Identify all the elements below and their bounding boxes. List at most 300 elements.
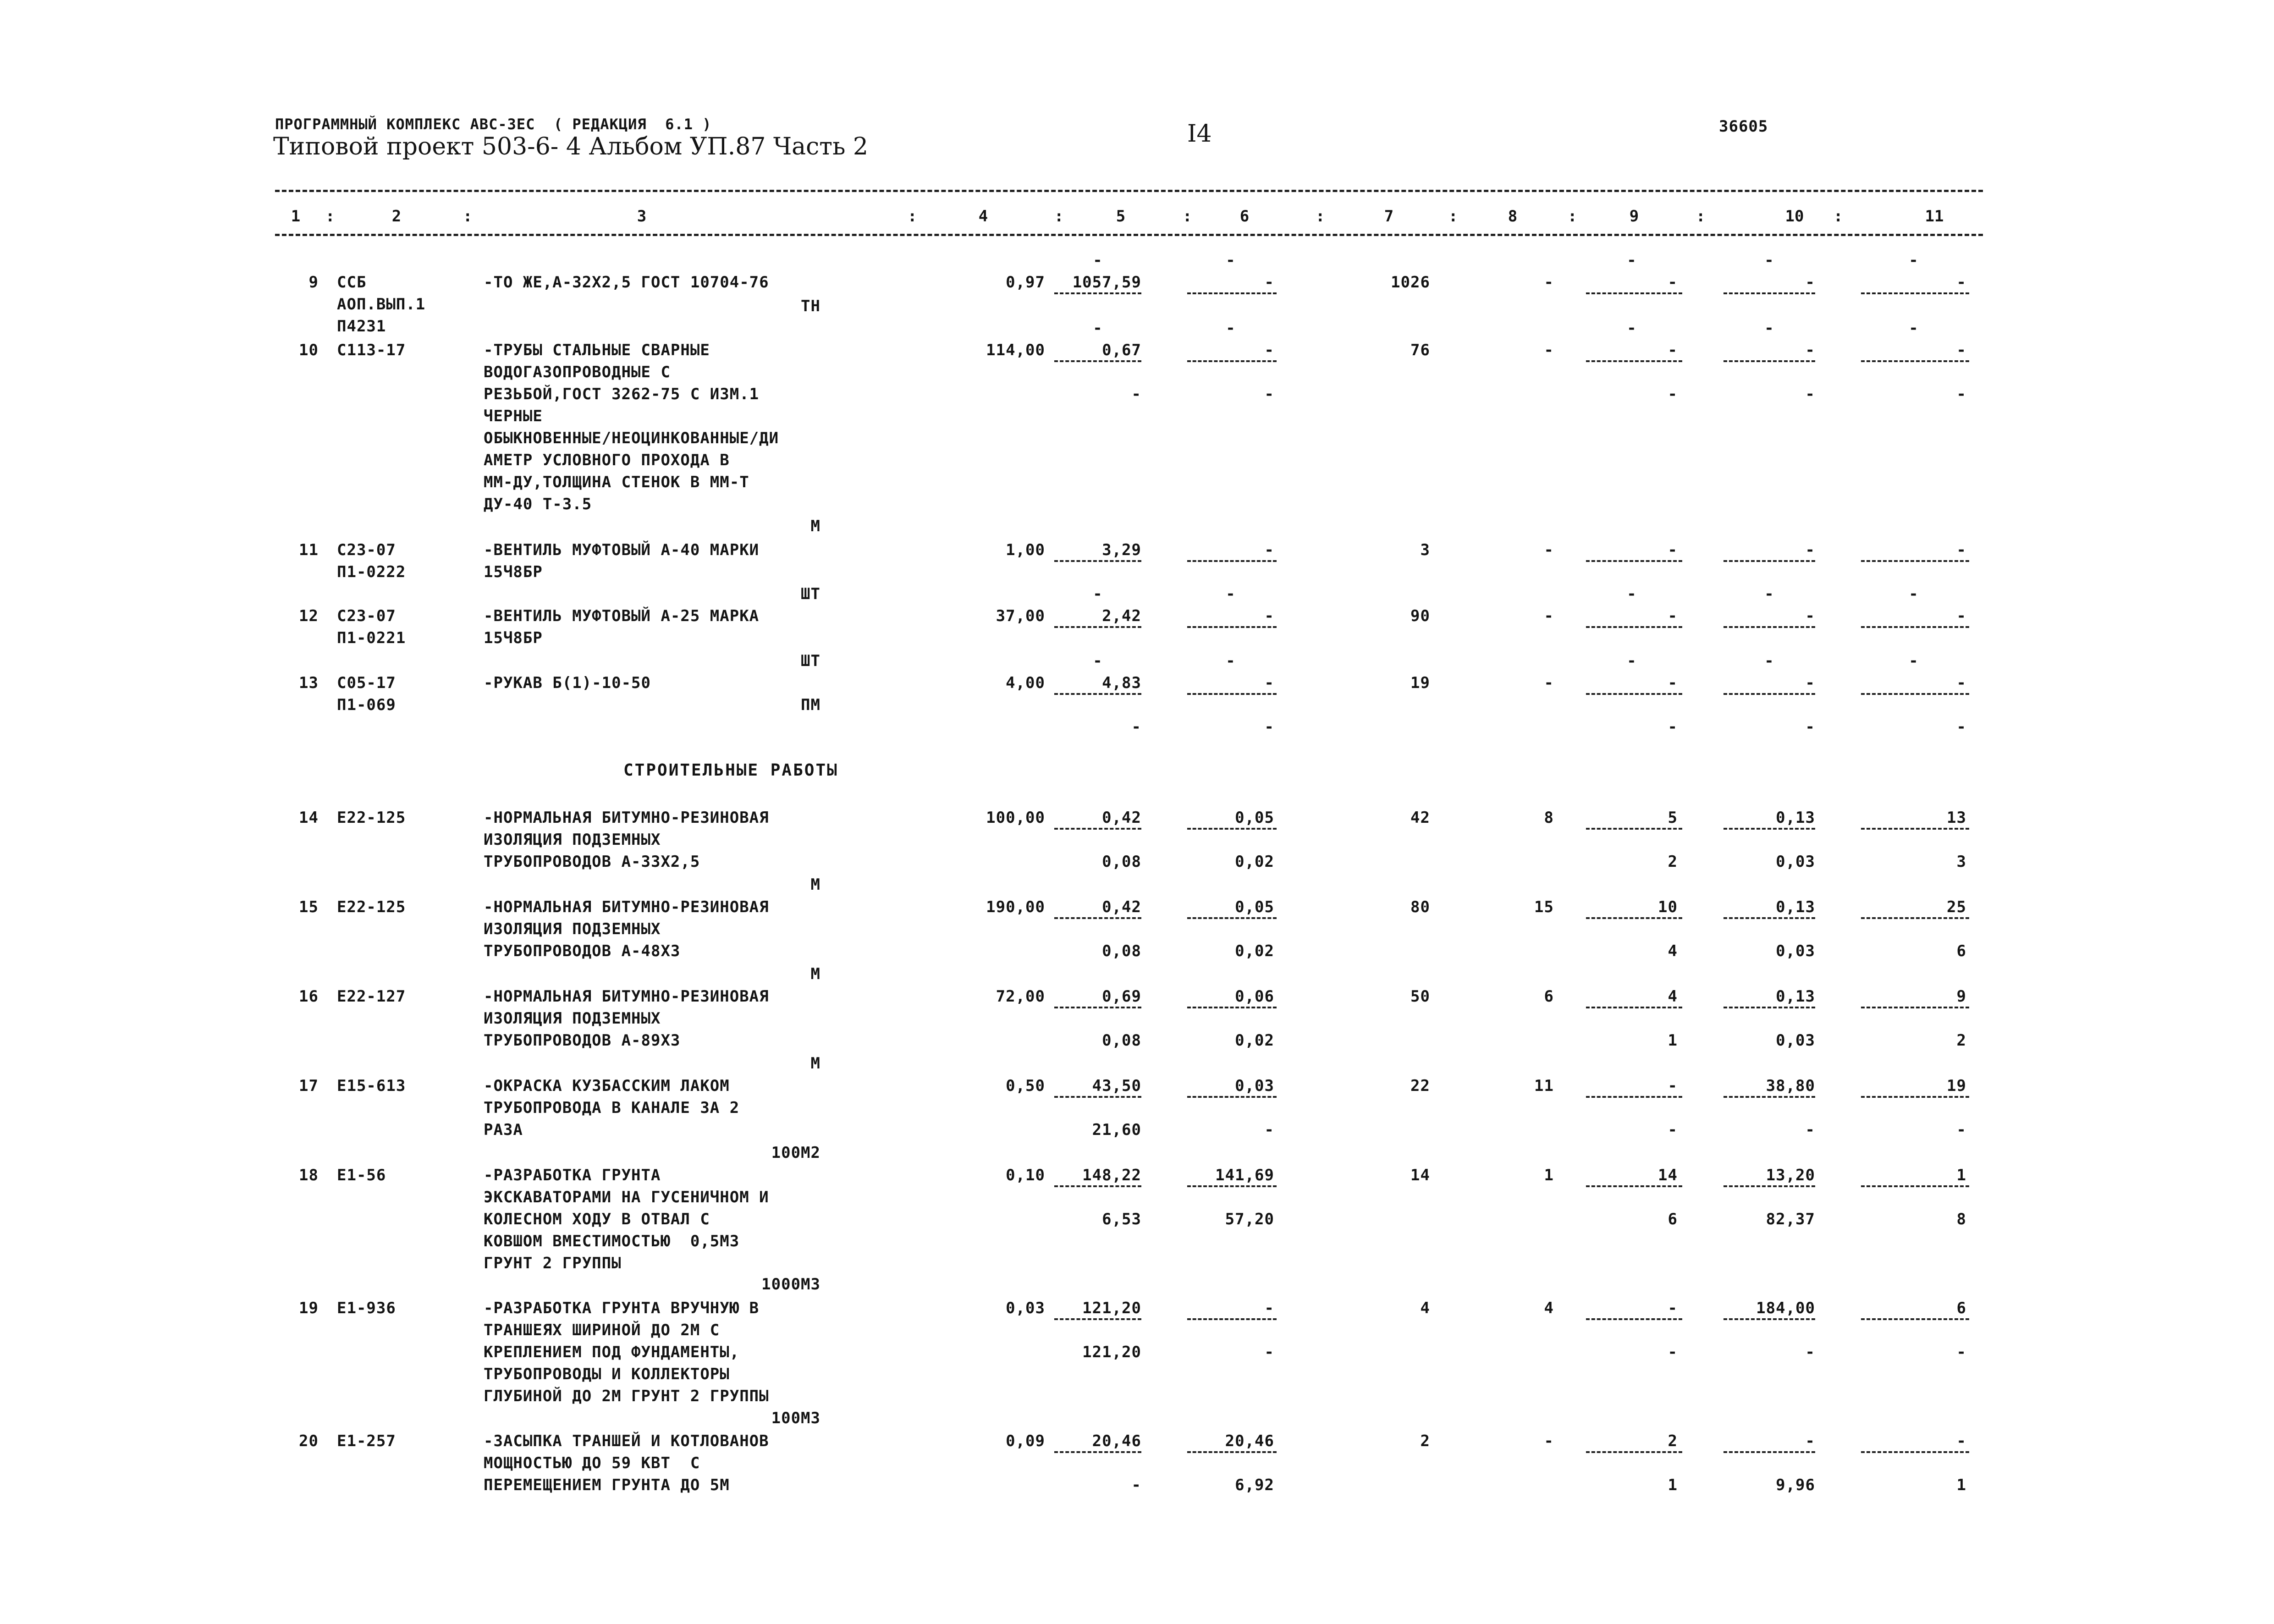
cost-total: 0,42 bbox=[1102, 898, 1141, 916]
column-divider: : bbox=[1183, 207, 1192, 226]
item-description: ВОДОГАЗОПРОВОДНЫЕ С bbox=[484, 363, 671, 381]
top-marker: - bbox=[1764, 319, 1774, 337]
cost-machine-wages: 0,02 bbox=[1235, 1031, 1274, 1050]
col9-value: - bbox=[1668, 273, 1678, 292]
column-header-9: 9 bbox=[1629, 207, 1639, 226]
col11-sub-value: - bbox=[1956, 1121, 1966, 1139]
col10-value: 0,13 bbox=[1776, 987, 1815, 1006]
cost-wages: 0,08 bbox=[1102, 1031, 1141, 1050]
row-number: 16 bbox=[299, 987, 319, 1006]
item-unit: М bbox=[810, 965, 820, 983]
total-sum: 90 bbox=[1410, 607, 1430, 625]
column-header-8: 8 bbox=[1508, 207, 1518, 226]
column-header-3: 3 bbox=[637, 207, 647, 226]
col11-value: 6 bbox=[1956, 1299, 1966, 1317]
cost-total: 2,42 bbox=[1102, 607, 1141, 625]
item-code: Е1-936 bbox=[337, 1299, 396, 1317]
col9-value: 14 bbox=[1658, 1166, 1678, 1184]
cell-divider bbox=[1861, 560, 1969, 562]
project-line: Типовой проект 503-6- 4 Альбом УП.87 Часть 2 bbox=[273, 133, 868, 160]
cell-divider bbox=[1586, 1451, 1682, 1453]
item-description: ТРАНШЕЯХ ШИРИНОЙ ДО 2М С bbox=[484, 1321, 720, 1339]
cell-divider bbox=[1187, 693, 1277, 695]
item-code: Е1-56 bbox=[337, 1166, 386, 1184]
cell-divider bbox=[1586, 626, 1682, 628]
cell-divider bbox=[1861, 626, 1969, 628]
item-code: С05-17 bbox=[337, 674, 396, 692]
top-marker: - bbox=[1093, 251, 1103, 270]
row-number: 17 bbox=[299, 1077, 319, 1095]
cell-divider bbox=[1586, 560, 1682, 562]
total-sum: 76 bbox=[1410, 341, 1430, 359]
row-number: 20 bbox=[299, 1432, 319, 1450]
cell-divider bbox=[1054, 1185, 1141, 1187]
cell-divider bbox=[1861, 1451, 1969, 1453]
total-sum: 2 bbox=[1420, 1432, 1430, 1450]
cell-divider bbox=[1187, 828, 1277, 830]
top-marker: - bbox=[1627, 652, 1637, 670]
top-marker: - bbox=[1909, 319, 1919, 337]
cost-machine: - bbox=[1264, 607, 1274, 625]
top-separator bbox=[275, 190, 1983, 192]
item-description: МОЩНОСТЬЮ ДО 59 КВТ С bbox=[484, 1454, 700, 1472]
col10-value: - bbox=[1805, 1432, 1815, 1450]
item-description: ОБЫКНОВЕННЫЕ/НЕОЦИНКОВАННЫЕ/ДИ bbox=[484, 429, 779, 447]
column-divider: : bbox=[463, 207, 473, 226]
cell-divider bbox=[1586, 828, 1682, 830]
col11-value: - bbox=[1956, 607, 1966, 625]
col10-sub-value: - bbox=[1805, 385, 1815, 403]
top-marker: - bbox=[1909, 585, 1919, 603]
col9-sub-value: - bbox=[1668, 1343, 1678, 1361]
cell-divider bbox=[1054, 1451, 1141, 1453]
labor-cost: 1 bbox=[1544, 1166, 1554, 1184]
col11-sub-value: 1 bbox=[1956, 1476, 1966, 1494]
item-description: -НОРМАЛЬНАЯ БИТУМНО-РЕЗИНОВАЯ bbox=[484, 898, 769, 916]
total-sum: 22 bbox=[1410, 1077, 1430, 1095]
cell-divider bbox=[1187, 626, 1277, 628]
quantity: 100,00 bbox=[986, 809, 1045, 827]
row-number: 10 bbox=[299, 341, 319, 359]
col9-value: 5 bbox=[1668, 809, 1678, 827]
row-number: 15 bbox=[299, 898, 319, 916]
quantity: 4,00 bbox=[1006, 674, 1045, 692]
item-description: -НОРМАЛЬНАЯ БИТУМНО-РЕЗИНОВАЯ bbox=[484, 987, 769, 1006]
item-description: ИЗОЛЯЦИЯ ПОДЗЕМНЫХ bbox=[484, 831, 661, 849]
cell-divider bbox=[1723, 1451, 1815, 1453]
cost-machine-wages: - bbox=[1264, 385, 1274, 403]
col10-value: - bbox=[1805, 541, 1815, 559]
cell-divider bbox=[1054, 917, 1141, 919]
top-marker: - bbox=[1627, 585, 1637, 603]
top-marker: - bbox=[1909, 251, 1919, 270]
col10-sub-value: - bbox=[1805, 718, 1815, 736]
cell-divider bbox=[1723, 292, 1815, 294]
cell-divider bbox=[1187, 1318, 1277, 1320]
total-sum: 14 bbox=[1410, 1166, 1430, 1184]
item-description: 15Ч8БР bbox=[484, 563, 543, 581]
item-description: РЕЗЬБОЙ,ГОСТ 3262-75 С ИЗМ.1 bbox=[484, 385, 760, 403]
item-unit: ШТ bbox=[801, 585, 820, 603]
cost-wages: - bbox=[1131, 385, 1141, 403]
col11-value: 19 bbox=[1947, 1077, 1966, 1095]
cost-machine: 141,69 bbox=[1215, 1166, 1274, 1184]
item-description: -ЗАСЫПКА ТРАНШЕЙ И КОТЛОВАНОВ bbox=[484, 1432, 769, 1450]
column-divider: : bbox=[1834, 207, 1843, 226]
row-number: 14 bbox=[299, 809, 319, 827]
cost-total: 148,22 bbox=[1082, 1166, 1141, 1184]
cell-divider bbox=[1586, 693, 1682, 695]
total-sum: 1026 bbox=[1391, 273, 1430, 292]
cost-total: 43,50 bbox=[1092, 1077, 1141, 1095]
cell-divider bbox=[1054, 560, 1141, 562]
col11-value: - bbox=[1956, 341, 1966, 359]
cost-total: 20,46 bbox=[1092, 1432, 1141, 1450]
item-description: ММ-ДУ,ТОЛЩИНА СТЕНОК В ММ-Т bbox=[484, 473, 749, 491]
item-description: ПЕРЕМЕЩЕНИЕМ ГРУНТА ДО 5М bbox=[484, 1476, 730, 1494]
cell-divider bbox=[1861, 1185, 1969, 1187]
item-description: ЭКСКАВАТОРАМИ НА ГУСЕНИЧНОМ И bbox=[484, 1188, 769, 1206]
cell-divider bbox=[1723, 1096, 1815, 1098]
top-marker: - bbox=[1226, 652, 1236, 670]
col10-value: 184,00 bbox=[1756, 1299, 1815, 1317]
cost-machine-wages: 57,20 bbox=[1225, 1210, 1274, 1228]
top-marker: - bbox=[1226, 251, 1236, 270]
cell-divider bbox=[1861, 1096, 1969, 1098]
col9-value: 10 bbox=[1658, 898, 1678, 916]
col9-sub-value: 1 bbox=[1668, 1476, 1678, 1494]
page-number: I4 bbox=[1187, 120, 1212, 148]
cell-divider bbox=[1054, 693, 1141, 695]
row-number: 18 bbox=[299, 1166, 319, 1184]
column-divider: : bbox=[1054, 207, 1064, 226]
total-sum: 4 bbox=[1420, 1299, 1430, 1317]
col10-sub-value: - bbox=[1805, 1343, 1815, 1361]
labor-cost: - bbox=[1544, 607, 1554, 625]
cell-divider bbox=[1187, 560, 1277, 562]
cost-wages: - bbox=[1131, 718, 1141, 736]
row-number: 13 bbox=[299, 674, 319, 692]
quantity: 1,00 bbox=[1006, 541, 1045, 559]
item-unit: М bbox=[810, 517, 820, 535]
item-code: Е22-125 bbox=[337, 809, 406, 827]
col11-sub-value: 8 bbox=[1956, 1210, 1966, 1228]
item-code: П1-069 bbox=[337, 696, 396, 714]
col10-sub-value: 0,03 bbox=[1776, 942, 1815, 960]
cost-machine: 0,05 bbox=[1235, 809, 1274, 827]
col11-sub-value: - bbox=[1956, 718, 1966, 736]
cost-machine-wages: 6,92 bbox=[1235, 1476, 1274, 1494]
cost-machine: - bbox=[1264, 541, 1274, 559]
labor-cost: 4 bbox=[1544, 1299, 1554, 1317]
cell-divider bbox=[1054, 1096, 1141, 1098]
labor-cost: 11 bbox=[1534, 1077, 1554, 1095]
cost-total: 0,69 bbox=[1102, 987, 1141, 1006]
item-code: Е15-613 bbox=[337, 1077, 406, 1095]
labor-cost: 6 bbox=[1544, 987, 1554, 1006]
cost-machine: 0,05 bbox=[1235, 898, 1274, 916]
col9-sub-value: 4 bbox=[1668, 942, 1678, 960]
cost-machine-wages: - bbox=[1264, 718, 1274, 736]
col9-value: 2 bbox=[1668, 1432, 1678, 1450]
cell-divider bbox=[1187, 1096, 1277, 1098]
item-description: ИЗОЛЯЦИЯ ПОДЗЕМНЫХ bbox=[484, 1009, 661, 1028]
cost-machine-wages: - bbox=[1264, 1343, 1274, 1361]
cost-total: 4,83 bbox=[1102, 674, 1141, 692]
cost-total: 3,29 bbox=[1102, 541, 1141, 559]
cost-machine-wages: 0,02 bbox=[1235, 853, 1274, 871]
col11-value: - bbox=[1956, 1432, 1966, 1450]
col11-value: - bbox=[1956, 273, 1966, 292]
col9-value: - bbox=[1668, 674, 1678, 692]
item-description: ГЛУБИНОЙ ДО 2М ГРУНТ 2 ГРУППЫ bbox=[484, 1387, 769, 1405]
item-code: С23-07 bbox=[337, 607, 396, 625]
top-marker: - bbox=[1093, 319, 1103, 337]
item-code: С113-17 bbox=[337, 341, 406, 359]
cost-machine-wages: - bbox=[1264, 1121, 1274, 1139]
item-description: ТРУБОПРОВОДОВ А-48Х3 bbox=[484, 942, 681, 960]
cell-divider bbox=[1861, 360, 1969, 362]
cost-machine: 20,46 bbox=[1225, 1432, 1274, 1450]
col11-sub-value: 2 bbox=[1956, 1031, 1966, 1050]
item-code: ССБ bbox=[337, 273, 367, 292]
col10-value: - bbox=[1805, 341, 1815, 359]
column-header-6: 6 bbox=[1239, 207, 1250, 226]
quantity: 0,09 bbox=[1006, 1432, 1045, 1450]
item-description: ЧЕРНЫЕ bbox=[484, 407, 543, 425]
col10-value: - bbox=[1805, 607, 1815, 625]
cell-divider bbox=[1187, 917, 1277, 919]
item-description: -ВЕНТИЛЬ МУФТОВЫЙ А-40 МАРКИ bbox=[484, 541, 760, 559]
cost-wages: - bbox=[1131, 1476, 1141, 1494]
item-unit: 1000М3 bbox=[761, 1275, 820, 1294]
col10-value: 13,20 bbox=[1766, 1166, 1815, 1184]
cost-machine: - bbox=[1264, 674, 1274, 692]
col9-sub-value: - bbox=[1668, 1121, 1678, 1139]
row-number: 19 bbox=[299, 1299, 319, 1317]
column-header-1: 1 bbox=[291, 207, 301, 226]
col9-value: - bbox=[1668, 341, 1678, 359]
section-title: СТРОИТЕЛЬНЫЕ РАБОТЫ bbox=[623, 761, 838, 780]
cell-divider bbox=[1861, 693, 1969, 695]
cost-total: 121,20 bbox=[1082, 1299, 1141, 1317]
item-description: ГРУНТ 2 ГРУППЫ bbox=[484, 1254, 622, 1272]
item-unit: ТН bbox=[801, 297, 820, 315]
cell-divider bbox=[1187, 1185, 1277, 1187]
item-description: -ТРУБЫ СТАЛЬНЫЕ СВАРНЫЕ bbox=[484, 341, 710, 359]
labor-cost: - bbox=[1544, 674, 1554, 692]
cell-divider bbox=[1187, 292, 1277, 294]
top-marker: - bbox=[1764, 585, 1774, 603]
col9-sub-value: - bbox=[1668, 385, 1678, 403]
item-description: -РУКАВ Б(1)-10-50 bbox=[484, 674, 651, 692]
col11-value: - bbox=[1956, 674, 1966, 692]
cell-divider bbox=[1586, 1185, 1682, 1187]
col11-sub-value: 3 bbox=[1956, 853, 1966, 871]
cost-wages: 0,08 bbox=[1102, 942, 1141, 960]
item-description: ТРУБОПРОВОДЫ И КОЛЛЕКТОРЫ bbox=[484, 1365, 730, 1383]
quantity: 0,50 bbox=[1006, 1077, 1045, 1095]
col11-value: 13 bbox=[1947, 809, 1966, 827]
cell-divider bbox=[1054, 828, 1141, 830]
item-description: ДУ-40 Т-3.5 bbox=[484, 495, 592, 513]
item-description: 15Ч8БР bbox=[484, 629, 543, 647]
cell-divider bbox=[1861, 292, 1969, 294]
col11-value: 25 bbox=[1947, 898, 1966, 916]
item-code: П1-0221 bbox=[337, 629, 406, 647]
total-sum: 3 bbox=[1420, 541, 1430, 559]
row-number: 12 bbox=[299, 607, 319, 625]
cost-wages: 0,08 bbox=[1102, 853, 1141, 871]
col11-value: - bbox=[1956, 541, 1966, 559]
cost-wages: 6,53 bbox=[1102, 1210, 1141, 1228]
item-unit: М bbox=[810, 1054, 820, 1073]
col10-value: 38,80 bbox=[1766, 1077, 1815, 1095]
item-description: АМЕТР УСЛОВНОГО ПРОХОДА В bbox=[484, 451, 730, 469]
item-description: ТРУБОПРОВОДОВ А-89Х3 bbox=[484, 1031, 681, 1050]
cell-divider bbox=[1054, 1007, 1141, 1008]
column-divider: : bbox=[1696, 207, 1706, 226]
labor-cost: 8 bbox=[1544, 809, 1554, 827]
labor-cost: 15 bbox=[1534, 898, 1554, 916]
cell-divider bbox=[1723, 828, 1815, 830]
column-divider: : bbox=[325, 207, 335, 226]
col10-sub-value: 0,03 bbox=[1776, 1031, 1815, 1050]
cell-divider bbox=[1723, 360, 1815, 362]
labor-cost: - bbox=[1544, 1432, 1554, 1450]
col9-value: - bbox=[1668, 1299, 1678, 1317]
cost-total: 0,67 bbox=[1102, 341, 1141, 359]
header-separator bbox=[275, 234, 1983, 236]
col10-value: - bbox=[1805, 273, 1815, 292]
cost-total: 0,42 bbox=[1102, 809, 1141, 827]
item-code: Е22-125 bbox=[337, 898, 406, 916]
cell-divider bbox=[1586, 917, 1682, 919]
cost-machine-wages: 0,02 bbox=[1235, 942, 1274, 960]
cost-machine: 0,06 bbox=[1235, 987, 1274, 1006]
top-marker: - bbox=[1764, 251, 1774, 270]
quantity: 37,00 bbox=[996, 607, 1045, 625]
cost-machine: 0,03 bbox=[1235, 1077, 1274, 1095]
col11-sub-value: 6 bbox=[1956, 942, 1966, 960]
top-marker: - bbox=[1226, 585, 1236, 603]
item-code: АОП.ВЫП.1 bbox=[337, 295, 426, 314]
cell-divider bbox=[1723, 560, 1815, 562]
column-header-10: 10 bbox=[1785, 207, 1804, 226]
col9-sub-value: 2 bbox=[1668, 853, 1678, 871]
cell-divider bbox=[1586, 292, 1682, 294]
cell-divider bbox=[1586, 1007, 1682, 1008]
labor-cost: - bbox=[1544, 273, 1554, 292]
cell-divider bbox=[1723, 1318, 1815, 1320]
item-description: РАЗА bbox=[484, 1121, 523, 1139]
row-number: 9 bbox=[308, 273, 319, 292]
item-code: П1-0222 bbox=[337, 563, 406, 581]
top-marker: - bbox=[1093, 585, 1103, 603]
col10-value: - bbox=[1805, 674, 1815, 692]
item-description: -РАЗРАБОТКА ГРУНТА ВРУЧНУЮ В bbox=[484, 1299, 760, 1317]
item-unit: ПМ bbox=[801, 696, 820, 714]
item-description: -ТО ЖЕ,А-32Х2,5 ГОСТ 10704-76 bbox=[484, 273, 769, 292]
cell-divider bbox=[1723, 626, 1815, 628]
column-header-11: 11 bbox=[1925, 207, 1944, 226]
cost-wages: 121,20 bbox=[1082, 1343, 1141, 1361]
cell-divider bbox=[1723, 1185, 1815, 1187]
cell-divider bbox=[1723, 1007, 1815, 1008]
col11-sub-value: - bbox=[1956, 385, 1966, 403]
col10-sub-value: 9,96 bbox=[1776, 1476, 1815, 1494]
total-sum: 42 bbox=[1410, 809, 1430, 827]
quantity: 72,00 bbox=[996, 987, 1045, 1006]
item-description: -ОКРАСКА КУЗБАССКИМ ЛАКОМ bbox=[484, 1077, 730, 1095]
cell-divider bbox=[1861, 1007, 1969, 1008]
document-number: 36605 bbox=[1719, 117, 1768, 136]
cost-machine: - bbox=[1264, 341, 1274, 359]
col11-value: 1 bbox=[1956, 1166, 1966, 1184]
cell-divider bbox=[1861, 917, 1969, 919]
item-description: ИЗОЛЯЦИЯ ПОДЗЕМНЫХ bbox=[484, 920, 661, 938]
item-code: Е22-127 bbox=[337, 987, 406, 1006]
column-header-2: 2 bbox=[391, 207, 402, 226]
col10-value: 0,13 bbox=[1776, 898, 1815, 916]
item-description: КРЕПЛЕНИЕМ ПОД ФУНДАМЕНТЫ, bbox=[484, 1343, 740, 1361]
total-sum: 19 bbox=[1410, 674, 1430, 692]
item-code: С23-07 bbox=[337, 541, 396, 559]
column-header-7: 7 bbox=[1384, 207, 1394, 226]
cost-machine: - bbox=[1264, 273, 1274, 292]
quantity: 0,03 bbox=[1006, 1299, 1045, 1317]
item-description: ТРУБОПРОВОДА В КАНАЛЕ ЗА 2 bbox=[484, 1099, 740, 1117]
total-sum: 50 bbox=[1410, 987, 1430, 1006]
item-description: -РАЗРАБОТКА ГРУНТА bbox=[484, 1166, 661, 1184]
cost-wages: 21,60 bbox=[1092, 1121, 1141, 1139]
col10-sub-value: 0,03 bbox=[1776, 853, 1815, 871]
quantity: 0,10 bbox=[1006, 1166, 1045, 1184]
col10-sub-value: - bbox=[1805, 1121, 1815, 1139]
col9-value: - bbox=[1668, 607, 1678, 625]
quantity: 114,00 bbox=[986, 341, 1045, 359]
quantity: 0,97 bbox=[1006, 273, 1045, 292]
top-marker: - bbox=[1093, 652, 1103, 670]
quantity: 190,00 bbox=[986, 898, 1045, 916]
column-header-5: 5 bbox=[1116, 207, 1126, 226]
cell-divider bbox=[1723, 693, 1815, 695]
cell-divider bbox=[1586, 1096, 1682, 1098]
labor-cost: - bbox=[1544, 341, 1554, 359]
cell-divider bbox=[1054, 1318, 1141, 1320]
item-description: -ВЕНТИЛЬ МУФТОВЫЙ А-25 МАРКА bbox=[484, 607, 760, 625]
cell-divider bbox=[1861, 828, 1969, 830]
item-description: КОЛЕСНОМ ХОДУ В ОТВАЛ С bbox=[484, 1210, 710, 1228]
column-header-4: 4 bbox=[978, 207, 988, 226]
cell-divider bbox=[1586, 1318, 1682, 1320]
cell-divider bbox=[1187, 360, 1277, 362]
item-description: -НОРМАЛЬНАЯ БИТУМНО-РЕЗИНОВАЯ bbox=[484, 809, 769, 827]
item-code: П4231 bbox=[337, 317, 386, 336]
item-unit: 100М3 bbox=[771, 1409, 820, 1427]
cost-total: 1057,59 bbox=[1072, 273, 1141, 292]
column-divider: : bbox=[1316, 207, 1325, 226]
cost-machine: - bbox=[1264, 1299, 1274, 1317]
item-unit: ШТ bbox=[801, 652, 820, 670]
item-unit: 100М2 bbox=[771, 1144, 820, 1162]
top-marker: - bbox=[1764, 652, 1774, 670]
col9-sub-value: - bbox=[1668, 718, 1678, 736]
top-marker: - bbox=[1627, 251, 1637, 270]
cell-divider bbox=[1054, 626, 1141, 628]
top-marker: - bbox=[1226, 319, 1236, 337]
item-unit: М bbox=[810, 875, 820, 894]
